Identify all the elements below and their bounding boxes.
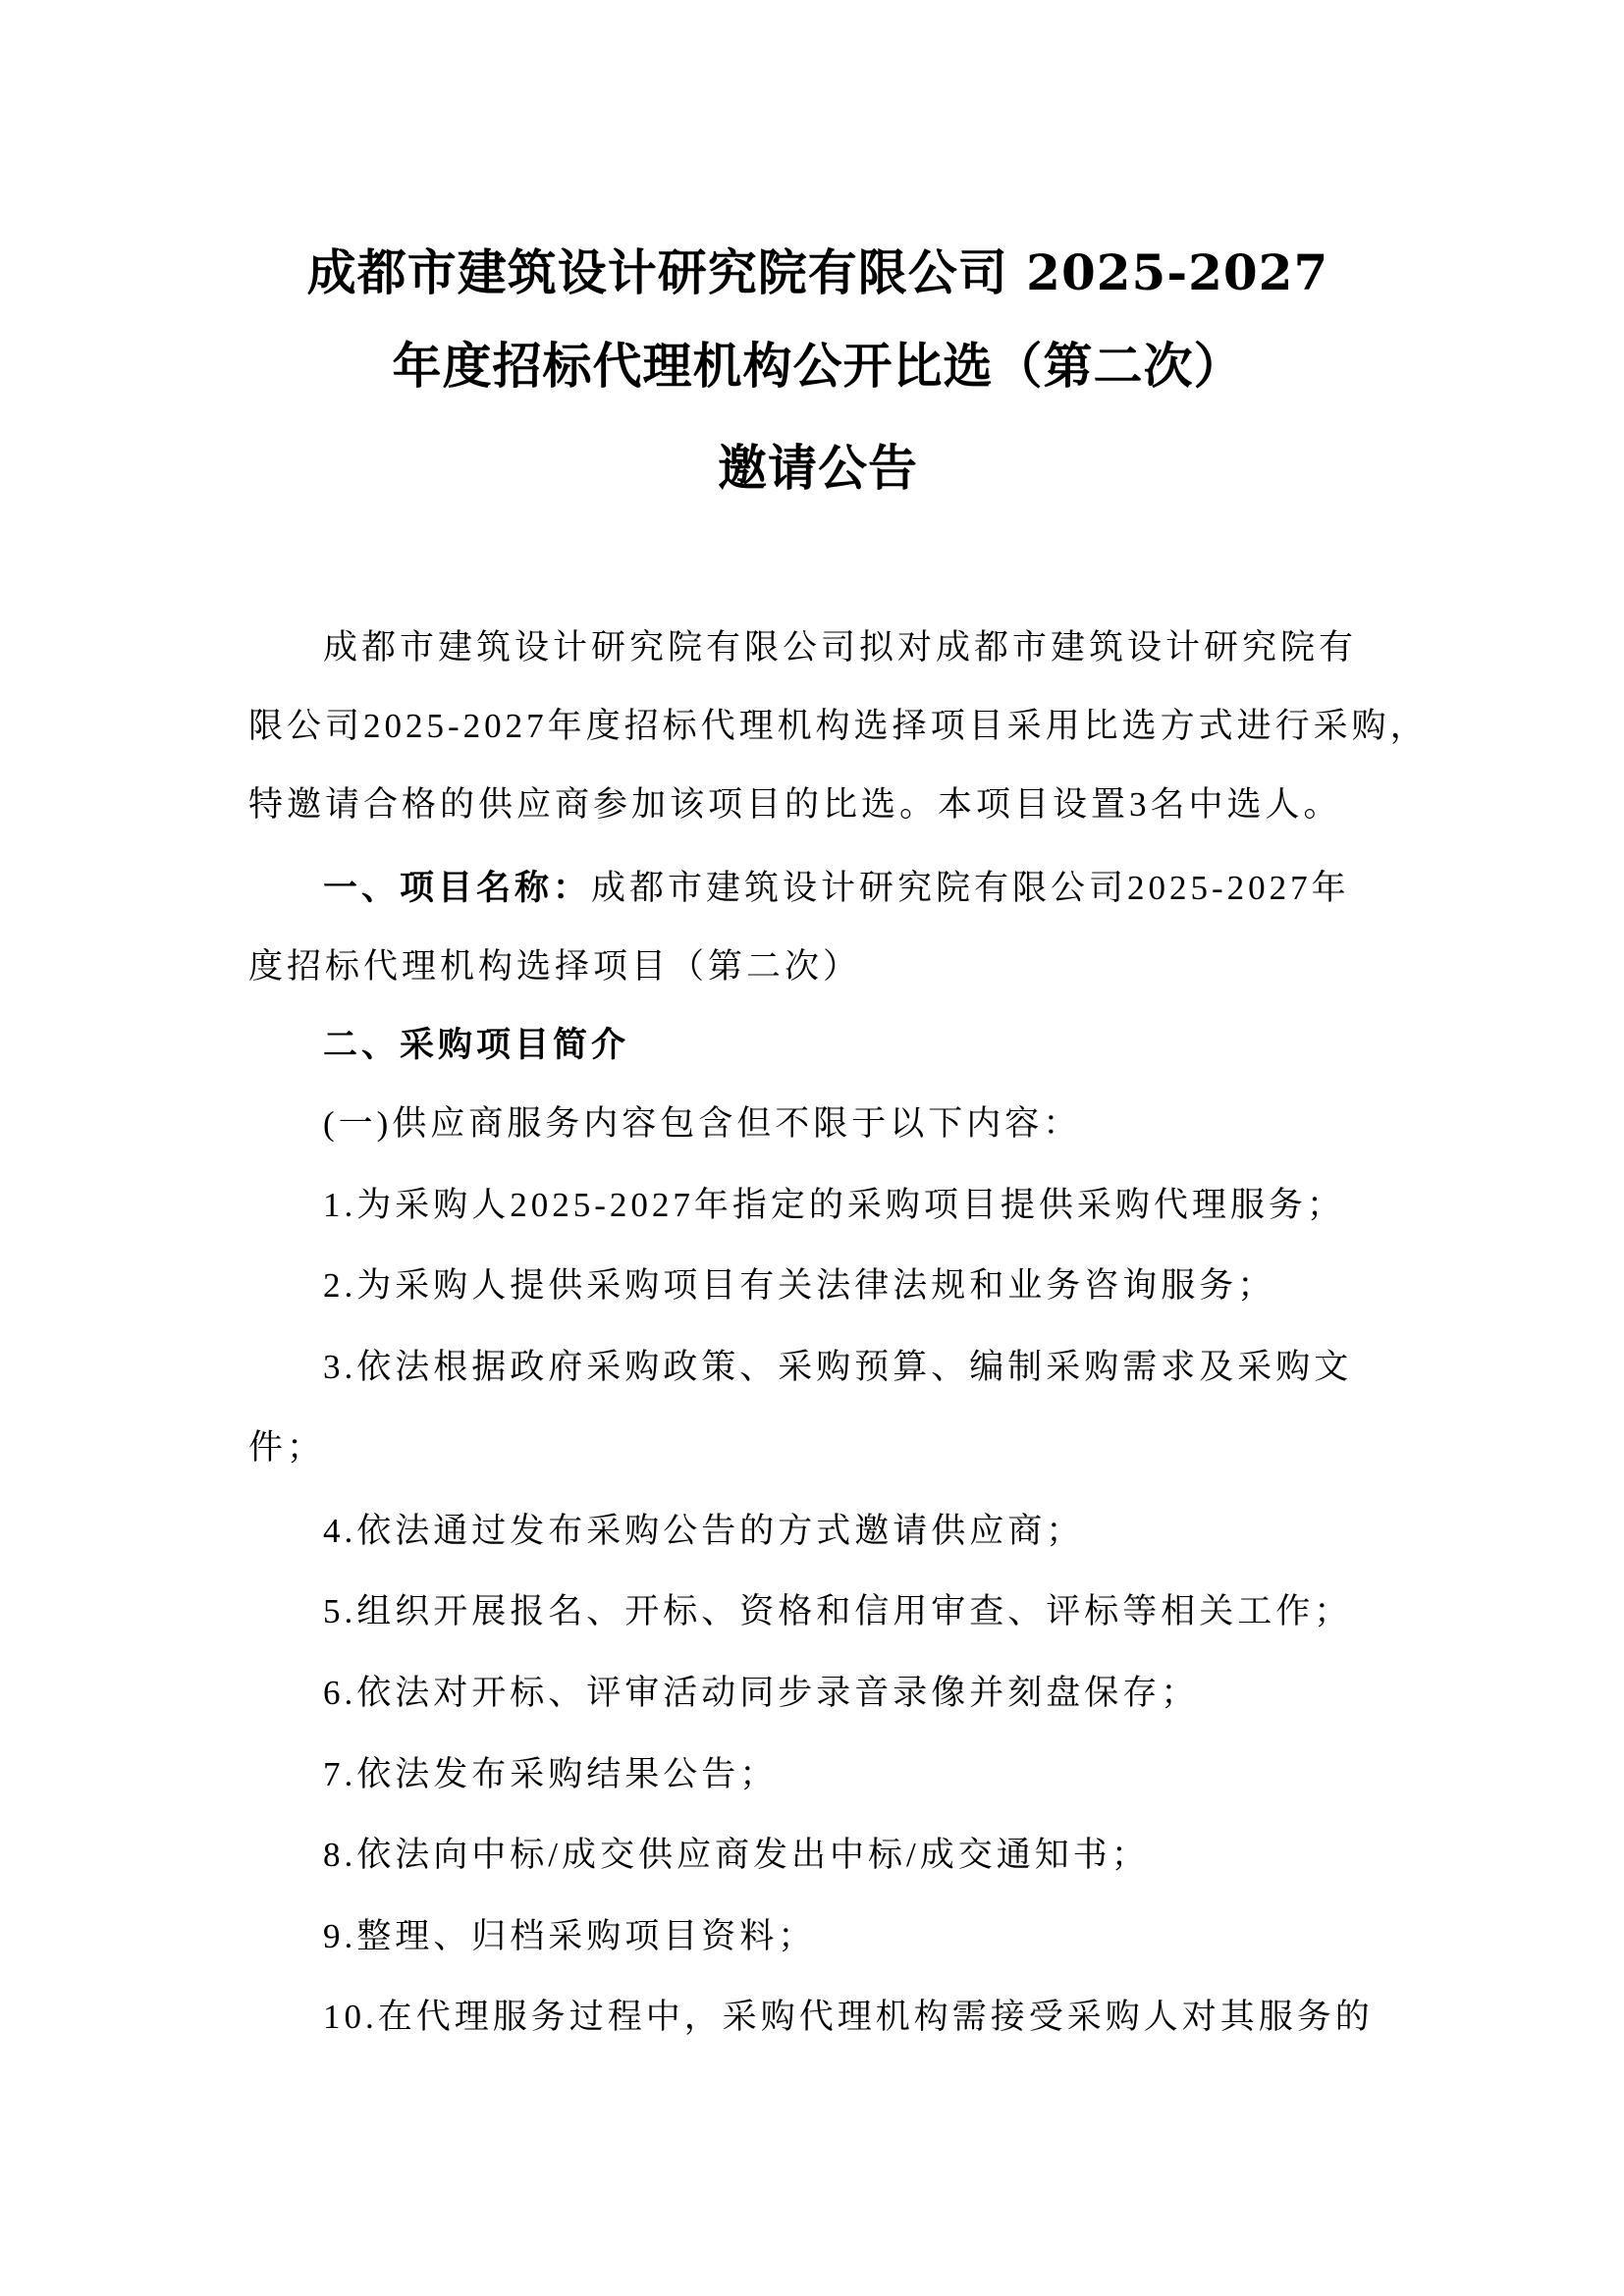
section-1-line-2: 度招标代理机构选择项目（第二次） [248,947,862,986]
section-1-line-1 [248,869,1462,908]
service-item-3: 3.依法根据政府采购政策、采购预算、编制采购需求及采购文 [323,1348,1353,1386]
service-item-9: 9.整理、归档采购项目资料； [323,1917,817,1955]
service-item-8: 8.依法向中标/成交供应商发出中标/成交通知书； [323,1836,1150,1874]
document-title-line-1: 成都市建筑设计研究院有限公司 2025-2027 [306,243,1329,301]
section-1-text: 成都市建筑设计研究院有限公司2025-2027年 [591,869,1350,907]
service-item-7: 7.依法发布采购结果公告； [323,1755,779,1793]
section-2-subheading: (一)供应商服务内容包含但不限于以下内容： [323,1104,1082,1143]
intro-paragraph-line-3: 特邀请合格的供应商参加该项目的比选。本项目设置3名中选人。 [248,785,1342,824]
service-item-1: 1.为采购人2025-2027年指定的采购项目提供采购代理服务； [323,1186,1345,1224]
service-item-3-continued: 件； [248,1428,326,1467]
service-item-10: 10.在代理服务过程中，采购代理机构需接受采购人对其服务的 [323,1998,1374,2036]
service-item-5: 5.组织开展报名、开标、资格和信用审查、评标等相关工作； [323,1592,1353,1630]
document-title-line-2: 年度招标代理机构公开比选（第二次） [392,337,1244,395]
service-item-2: 2.为采购人提供采购项目有关法律法规和业务咨询服务； [323,1266,1276,1305]
document-title-line-3: 邀请公告 [718,439,918,497]
service-item-6: 6.依法对开标、评审活动同步录音录像并刻盘保存； [323,1674,1200,1712]
intro-paragraph-line-2: 限公司2025-2027年度招标代理机构选择项目采用比选方式进行采购， [248,707,1429,745]
section-1-heading: 一、项目名称： [323,869,592,907]
section-2-heading: 二、采购项目简介 [323,1026,630,1064]
service-item-4: 4.依法通过发布采购公告的方式邀请供应商； [323,1512,1085,1550]
intro-paragraph-line-1: 成都市建筑设计研究院有限公司拟对成都市建筑设计研究院有 [323,628,1358,667]
